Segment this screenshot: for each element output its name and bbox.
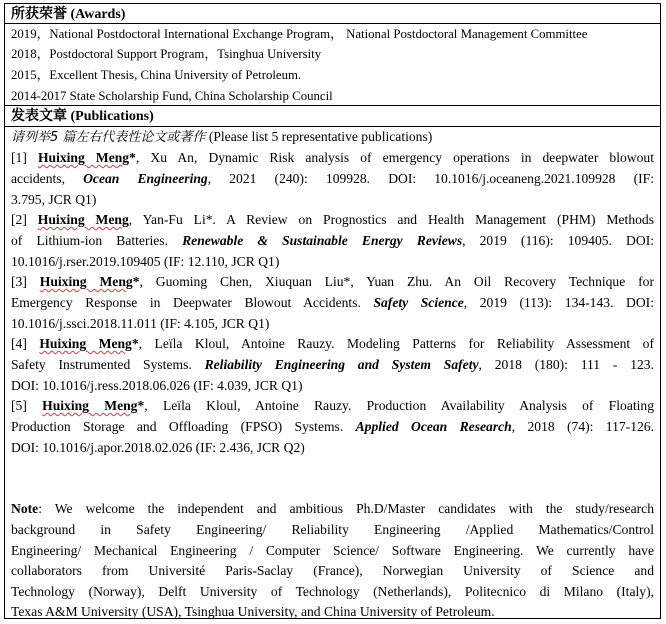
award-item: 2019，National Postdoctoral International Exchange Program， National Postdoctoral Management Committee	[11, 27, 588, 41]
pub-title: Production Availability Analysis of Floating	[351, 398, 654, 413]
pub-number: [4]	[11, 336, 27, 351]
pub-coauthors: , Xu An,	[135, 150, 198, 165]
publication-3	[11, 272, 654, 292]
award-item: 2018，Postdoctoral Support Program，Tsinghua University	[11, 47, 322, 61]
note-line	[11, 499, 654, 519]
pub-author: Huixing Meng	[37, 212, 129, 227]
pub-author: Huixing Meng	[39, 274, 133, 289]
note-line: background in Safety Engineering/ Reliability Engineering /Applied Mathematics/Control	[11, 522, 654, 537]
note-label: Note	[11, 501, 39, 516]
awards-heading-zh: 所获荣誉	[11, 6, 67, 22]
publication-3-cont2: 10.1016/j.ssci.2018.11.011 (IF: 4.105, JCR Q1)	[11, 316, 270, 331]
pub-title: A Review on Prognostics and Health Management (PHM) Methods	[215, 212, 654, 227]
pub-coauthors: , Leïla Kloul, Antoine Rauzy.	[138, 336, 335, 351]
award-item: 2014-2017 State Scholarship Fund, China Scholarship Council	[11, 89, 333, 103]
pub-author: Huixing Meng	[39, 336, 132, 351]
award-item: 2015，Excellent Thesis, China University of Petroleum.	[11, 68, 302, 82]
pub-author: Huixing Meng	[37, 150, 130, 165]
pub-title-cont: Production Storage and Offloading (FPSO) Systems.	[11, 419, 344, 434]
pub-title: An Oil Recovery Technique for	[432, 274, 654, 289]
publication-5-cont2: DOI: 10.1016/j.apor.2018.02.026 (IF: 2.436, JCR Q2)	[11, 440, 305, 455]
pub-journal: Safety Science	[373, 295, 464, 310]
publications-heading	[11, 106, 654, 127]
publications-heading-en: (Publications)	[70, 109, 154, 124]
pub-corresponding-mark: *	[131, 336, 139, 351]
pub-details: , 2019 (113): 134-143. DOI:	[463, 295, 654, 310]
pub-title-cont: accidents,	[11, 171, 65, 186]
note-line: collaborators from Université Paris-Saclay (France), Norwegian University of Science and	[11, 563, 654, 578]
pub-details: , 2018 (180): 111 - 123.	[478, 357, 654, 372]
pub-title-cont: Safety Instrumented Systems.	[11, 357, 192, 372]
publications-heading-zh: 发表文章	[11, 108, 67, 124]
pub-author: Huixing Meng	[42, 398, 138, 413]
pub-details: , 2018 (74): 117-126.	[511, 419, 654, 434]
awards-heading	[11, 4, 654, 25]
note-text: : We welcome the independent and ambitious Ph.D/Master candidates with the study/research	[38, 501, 654, 516]
publication-2-cont	[11, 231, 654, 251]
pub-title-cont: Emergency Response in Deepwater Blowout Accidents.	[11, 295, 361, 310]
instruction-zh: 请列举5 篇左右代表性论文或著作	[11, 130, 206, 145]
cv-section-frame	[4, 3, 661, 619]
pub-details: , 2019 (116): 109405. DOI:	[462, 233, 654, 248]
pub-journal: Applied Ocean Research	[355, 419, 512, 434]
pub-number: [1]	[11, 150, 27, 165]
pub-title: Modeling Patterns for Reliability Assessment of	[334, 336, 654, 351]
publication-5-cont	[11, 417, 654, 437]
pub-number: [5]	[11, 398, 27, 413]
publication-4	[11, 334, 654, 354]
pub-coauthors: , Yan-Fu Li*.	[128, 212, 216, 227]
publication-1	[11, 148, 654, 168]
pub-corresponding-mark: *	[137, 398, 145, 413]
pub-corresponding-mark: *	[129, 150, 136, 165]
publications-instruction	[11, 127, 654, 148]
publication-2-cont2: 10.1016/j.rser.2019.109405 (IF: 12.110, JCR Q1)	[11, 254, 280, 269]
pub-number: [2]	[11, 212, 27, 227]
note-line: Technology (Norway), Delft University of Technology (Netherlands), Politecnico di Milano (Italy),	[11, 584, 654, 599]
note-line: Engineering/ Mechanical Engineering / Computer Science/ Software Engineering. We currently have	[11, 543, 654, 558]
pub-number: [3]	[11, 274, 27, 289]
pub-coauthors: , Leïla Kloul, Antoine Rauzy.	[144, 398, 352, 413]
publication-4-cont2: DOI: 10.1016/j.ress.2018.06.026 (IF: 4.039, JCR Q1)	[11, 378, 303, 393]
pub-coauthors: , Guoming Chen, Xiuquan Liu*, Yuan Zhu.	[139, 274, 433, 289]
instruction-en: (Please list 5 representative publications)	[208, 129, 433, 144]
pub-journal: Reliability Engineering and System Safety	[204, 357, 479, 372]
pub-journal: Ocean Engineering	[83, 171, 208, 186]
pub-details: , 2021 (240): 109928. DOI: 10.1016/j.oceaneng.2021.109928 (IF:	[207, 171, 654, 186]
pub-corresponding-mark: *	[132, 274, 140, 289]
publication-2	[11, 210, 654, 230]
awards-heading-en: (Awards)	[70, 7, 126, 22]
pub-title-cont: of Lithium-ion Batteries.	[11, 233, 168, 248]
pub-journal: Renewable & Sustainable Energy Reviews	[182, 233, 463, 248]
publication-1-cont	[11, 169, 654, 189]
pub-title: Dynamic Risk analysis of emergency operations in deepwater blowout	[197, 150, 654, 165]
publication-1-cont2: 3.795, JCR Q1)	[11, 192, 97, 207]
note-line: Texas A&M University (USA), Tsinghua University, and China University of Petroleum.	[11, 604, 495, 619]
publication-4-cont	[11, 355, 654, 375]
publication-5	[11, 396, 654, 416]
publication-3-cont	[11, 293, 654, 313]
